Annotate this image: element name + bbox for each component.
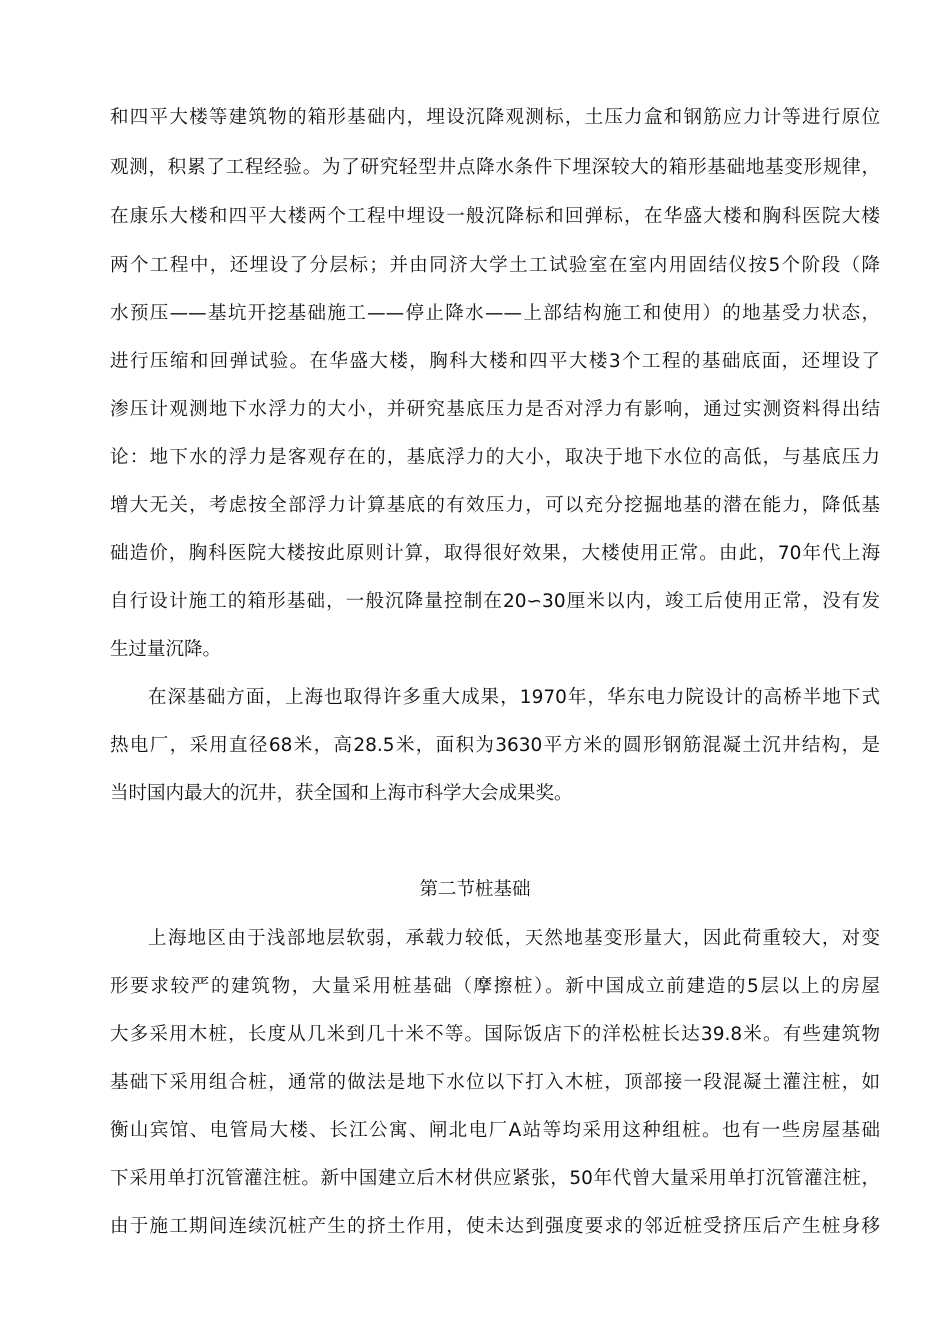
paragraph-1-line-4: 两个工程中，还埋设了分层标；并由同济大学土工试验室在室内用固结仪按5个阶段（降	[110, 255, 880, 276]
paragraph-3-line-6: 下采用单打沉管灌注桩。新中国建立后木材供应紧张，50年代曾大量采用单打沉管灌注桩，	[110, 1168, 880, 1189]
paragraph-3-line-3: 大多采用木桩，长度从几米到几十米不等。国际饭店下的洋松桩长达39.8米。有些建筑物	[110, 1024, 880, 1045]
paragraph-1-line-2: 观测，积累了工程经验。为了研究轻型井点降水条件下埋深较大的箱形基础地基变形规律，	[110, 157, 880, 178]
paragraph-3-line-4: 基础下采用组合桩，通常的做法是地下水位以下打入木桩，顶部接一段混凝土灌注桩，如	[110, 1072, 880, 1093]
paragraph-1-line-6: 进行压缩和回弹试验。在华盛大楼，胸科大楼和四平大楼3个工程的基础底面，还埋设了	[110, 351, 880, 372]
paragraph-3-line-1: 上海地区由于浅部地层软弱，承载力较低，天然地基变形量大，因此荷重较大，对变	[148, 928, 880, 949]
paragraph-1-line-8: 论：地下水的浮力是客观存在的，基底浮力的大小，取决于地下水位的高低，与基底压力	[110, 447, 880, 468]
paragraph-1-line-11: 自行设计施工的箱形基础，一般沉降量控制在20∽30厘米以内，竣工后使用正常，没有发	[110, 591, 880, 612]
paragraph-1-line-5: 水预压——基坑开挖基础施工——停止降水——上部结构施工和使用）的地基受力状态，	[110, 303, 880, 324]
paragraph-3-line-7: 由于施工期间连续沉桩产生的挤土作用，使未达到强度要求的邻近桩受挤压后产生桩身移	[110, 1216, 880, 1237]
paragraph-2-line-2: 热电厂，采用直径68米，高28.5米，面积为3630平方米的圆形钢筋混凝土沉井结构，是	[110, 735, 880, 756]
section-heading: 第二节桩基础	[419, 879, 531, 900]
paragraph-1-line-10: 础造价，胸科医院大楼按此原则计算，取得很好效果，大楼使用正常。由此，70年代上海	[110, 543, 880, 564]
paragraph-1-line-1: 和四平大楼等建筑物的箱形基础内，埋设沉降观测标，土压力盒和钢筋应力计等进行原位	[110, 107, 880, 128]
paragraph-1-line-12: 生过量沉降。	[110, 639, 222, 660]
paragraph-1-line-7: 渗压计观测地下水浮力的大小，并研究基底压力是否对浮力有影响，通过实测资料得出结	[110, 399, 880, 420]
paragraph-3-line-5: 衡山宾馆、电管局大楼、长江公寓、闸北电厂A站等均采用这种组桩。也有一些房屋基础	[110, 1120, 880, 1141]
paragraph-2-line-3: 当时国内最大的沉井，获全国和上海市科学大会成果奖。	[110, 783, 573, 804]
paragraph-2-line-1: 在深基础方面，上海也取得许多重大成果，1970年，华东电力院设计的高桥半地下式	[148, 687, 880, 708]
paragraph-1-line-3: 在康乐大楼和四平大楼两个工程中埋设一般沉降标和回弹标，在华盛大楼和胸科医院大楼	[110, 206, 880, 227]
paragraph-3-line-2: 形要求较严的建筑物，大量采用桩基础（摩擦桩）。新中国成立前建造的5层以上的房屋	[110, 976, 880, 997]
paragraph-1-line-9: 增大无关，考虑按全部浮力计算基底的有效压力，可以充分挖掘地基的潜在能力，降低基	[110, 495, 880, 516]
